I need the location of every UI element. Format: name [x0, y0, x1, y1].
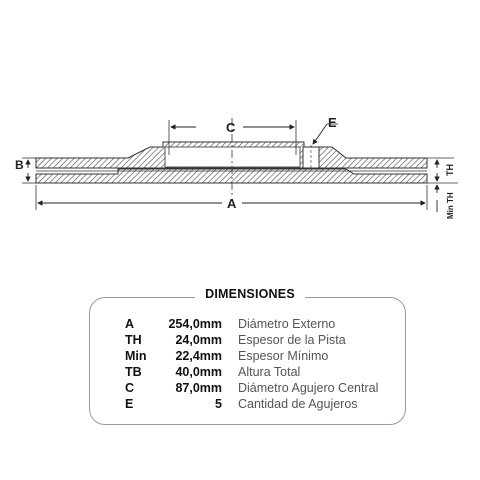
spec-description: Espesor de la Pista [238, 333, 346, 347]
spec-value: 87,0mm [175, 381, 222, 395]
spec-code: C [125, 381, 135, 395]
spec-description: Altura Total [238, 365, 301, 379]
label-c: C [226, 120, 236, 135]
spec-row [0, 348, 480, 364]
spec-code: A [125, 317, 135, 331]
label-e: E [328, 115, 337, 130]
specs-title: DIMENSIONES [195, 286, 305, 302]
spec-value: 5 [215, 397, 222, 411]
spec-row [0, 316, 480, 332]
spec-description: Cantidad de Agujeros [238, 397, 358, 411]
spec-description: Espesor Mínimo [238, 349, 329, 363]
label-a: A [227, 196, 237, 211]
spec-row [0, 332, 480, 348]
spec-row [0, 364, 480, 380]
label-th: TH [445, 164, 455, 176]
spec-code: Min [125, 349, 147, 363]
spec-description: Diámetro Agujero Central [238, 381, 379, 395]
spec-value: 40,0mm [175, 365, 222, 379]
spec-row [0, 396, 480, 412]
spec-code: TB [125, 365, 142, 379]
spec-value: 24,0mm [175, 333, 222, 347]
spec-code: E [125, 397, 134, 411]
spec-row [0, 380, 480, 396]
spec-value: 22,4mm [175, 349, 222, 363]
spec-code: TH [125, 333, 142, 347]
spec-description: Diámetro Externo [238, 317, 336, 331]
disc-hat-face [165, 147, 300, 167]
spec-value: 254,0mm [168, 317, 222, 331]
label-b: B [15, 158, 24, 172]
label-min-th: Min TH [446, 192, 455, 219]
